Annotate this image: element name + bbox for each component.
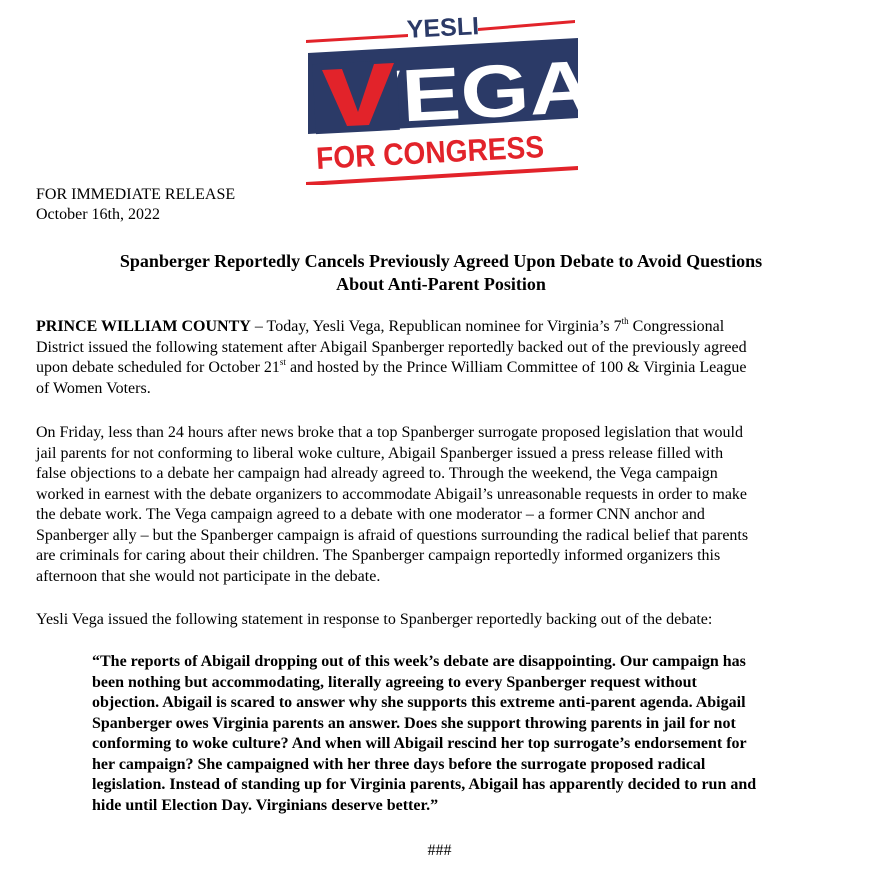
dateline: PRINCE WILLIAM COUNTY [36, 318, 251, 335]
statement-intro: Yesli Vega issued the following statement in response to Spanberger reportedly backing out of the debate: [36, 611, 713, 628]
intro-line-3 [36, 358, 846, 379]
logo-main-name: VEGA [340, 46, 555, 141]
headline-line-1: Spanberger Reportedly Cancels Previously Agreed Upon Debate to Avoid Questions [119, 251, 763, 271]
background-line: On Friday, less than 24 hours after news broke that a top Spanberger surrogate proposed legislation that would [36, 424, 743, 441]
quote-line: hide until Election Day. Virginians deserve better.” [92, 796, 439, 814]
intro-line-1-end: Congressional [628, 318, 725, 335]
quote-line: been nothing but accommodating, literally agreeing to every Spanberger request without [92, 673, 697, 691]
quote-line: Spanberger owes Virginia parents an answer. Does she support throwing parents in jail for not [92, 714, 736, 732]
intro-line-3-end: and hosted by the Prince William Committee of 100 & Virginia League [285, 359, 747, 376]
background-line: are criminals for caring about their children. The Spanberger campaign reportedly informed organizers this [36, 547, 721, 564]
logo-top-name: YESLI [406, 12, 480, 44]
background-line: afternoon that she would not participate in the debate. [36, 567, 381, 585]
background-line: the debate work. The Vega campaign agreed to a debate with one moderator – a former CNN anchor and [36, 506, 705, 523]
quote-line: objection. Abigail is scared to answer why she supports this extreme anti-parent agenda. Abigail [92, 694, 746, 711]
paragraph-intro [36, 317, 846, 399]
intro-line-3-text: upon debate scheduled for October 21 [36, 359, 280, 376]
quote-line: legislation. Instead of standing up for Virginia parents, Abigail has apparently decided to run and [92, 776, 757, 793]
release-header [36, 185, 846, 225]
campaign-logo [300, 0, 590, 185]
candidate-quote [92, 652, 852, 816]
quote-line: conforming to woke culture? And when will Abigail rescind her top surrogate’s endorsement for [92, 735, 747, 752]
paragraph-background [36, 423, 846, 587]
release-label: FOR IMMEDIATE RELEASE [36, 186, 236, 203]
quote-line: “The reports of Abigail dropping out of this week’s debate are disappointing. Our campaign has [92, 653, 746, 670]
background-line: jail parents for not conforming to liberal woke culture, Abigail Spanberger issued a press release filled with [36, 444, 724, 462]
background-line: Spanberger ally – but the Spanberger campaign is afraid of questions surrounding the radical belief that parents [36, 526, 749, 544]
release-date: October 16th, 2022 [36, 206, 160, 223]
press-headline [36, 250, 846, 295]
logo-top-stripe-right [478, 20, 575, 31]
intro-line-1 [36, 317, 846, 338]
intro-line-4: of Women Voters. [36, 379, 151, 397]
intro-line-2: District issued the following statement after Abigail Spanberger reportedly backed out of the previously agreed [36, 338, 747, 356]
ordinal-suffix: st [279, 356, 286, 367]
intro-line-1-text: – Today, Yesli Vega, Republican nominee for Virginia’s 7 [250, 318, 622, 335]
ordinal-suffix: th [621, 315, 629, 326]
logo-tagline: FOR CONGRESS [315, 127, 569, 176]
background-line: worked in earnest with the debate organizers to accommodate Abigail’s unreasonable requests in order to make [36, 485, 748, 503]
quote-line: her campaign? She campaigned with her three days before the surrogate proposed radical [92, 755, 706, 773]
logo-top-stripe [306, 34, 408, 43]
end-mark: ### [427, 842, 452, 859]
headline-line-2: About Anti-Parent Position [336, 273, 546, 294]
background-line: false objections to a debate her campaign had already agreed to. Through the weekend, the Vega campaign [36, 465, 718, 482]
